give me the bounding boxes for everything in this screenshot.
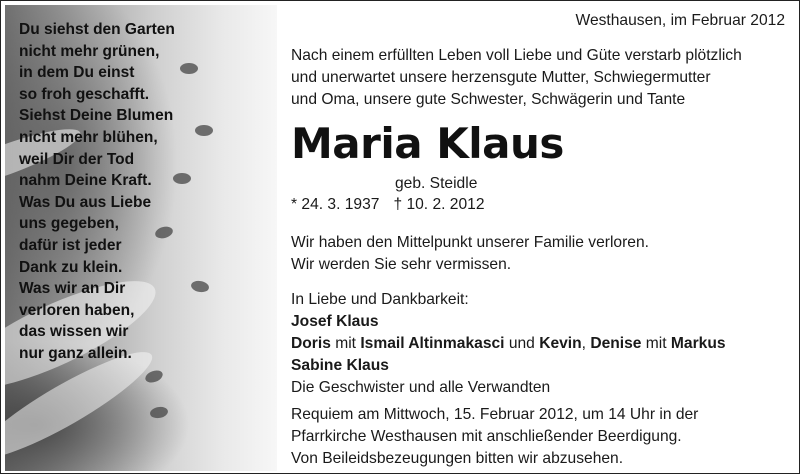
intro-line: Nach einem erfüllten Leben voll Liebe und Güte verstarb plötzlich (291, 47, 742, 64)
footprint (173, 173, 191, 184)
birth-date: * 24. 3. 1937 (291, 196, 380, 213)
poem-line: nur ganz allein. (19, 344, 132, 362)
connector-text: und (504, 335, 540, 352)
mourner-name: Kevin (539, 335, 582, 352)
loss-line: Wir haben den Mittelpunkt unserer Familie verloren. (291, 234, 649, 251)
gratitude-line: In Liebe und Dankbarkeit: (291, 291, 469, 308)
service-line: Requiem am Mittwoch, 15. Februar 2012, um 14 Uhr in der (291, 406, 699, 423)
poem-line: nicht mehr grünen, (19, 42, 160, 60)
footprint (144, 368, 165, 384)
poem-line: nicht mehr blühen, (19, 128, 158, 146)
poem-line: das wissen wir (19, 323, 129, 341)
mourners-block (291, 289, 726, 399)
mourner-line: Sabine Klaus (291, 357, 389, 374)
footprint (190, 280, 210, 294)
service-line: Pfarrkirche Westhausen mit anschließender Beerdigung. (291, 428, 682, 445)
poem-line: Was wir an Dir (19, 280, 126, 298)
intro-line: und Oma, unsere gute Schwester, Schwägerin und Tante (291, 91, 686, 108)
mourner-name: Markus (670, 335, 726, 352)
mourner-line (291, 333, 726, 355)
poem-line: Siehst Deine Blumen (19, 107, 174, 125)
mourner-line: Josef Klaus (291, 313, 379, 330)
deceased-name: Maria Klaus (291, 119, 564, 168)
service-line: Von Beileidsbezeugungen bitten wir abzusehen. (291, 450, 624, 467)
poem-line: dafür ist jeder (19, 236, 122, 254)
footprint (180, 63, 198, 74)
footprint (149, 406, 169, 420)
poem (19, 19, 175, 365)
intro-line: und unerwartet unsere herzensgute Mutter, Schwiegermutter (291, 69, 711, 86)
mourner-name: Doris (291, 335, 331, 352)
mourner-name: Denise (590, 335, 642, 352)
connector-text: mit (330, 335, 361, 352)
poem-line: Was Du aus Liebe (19, 193, 152, 211)
loss-paragraph (291, 232, 649, 276)
connector-text: , (581, 335, 591, 352)
beach-footprints-photo (5, 5, 277, 471)
loss-line: Wir werden Sie sehr vermissen. (291, 256, 512, 273)
poem-line: so froh geschafft. (19, 85, 150, 103)
poem-line: weil Dir der Tod (19, 150, 135, 168)
poem-line: in dem Du einst (19, 64, 135, 82)
service-paragraph (291, 404, 698, 470)
place-date: Westhausen, im Februar 2012 (575, 12, 785, 29)
poem-line: nahm Deine Kraft. (19, 172, 152, 190)
footprint (195, 125, 213, 136)
life-dates (291, 196, 485, 214)
connector-text: mit (641, 335, 671, 352)
maiden-name: geb. Steidle (395, 175, 478, 192)
poem-line: Du siehst den Garten (19, 21, 175, 38)
poem-line: verloren haben, (19, 301, 135, 319)
intro-paragraph (291, 45, 791, 111)
poem-line: uns gegeben, (19, 215, 119, 233)
mourner-line: Die Geschwister und alle Verwandten (291, 379, 551, 396)
poem-line: Dank zu klein. (19, 258, 123, 276)
death-date: † 10. 2. 2012 (393, 196, 485, 213)
mourner-name: Ismail Altinmakasci (360, 335, 505, 352)
